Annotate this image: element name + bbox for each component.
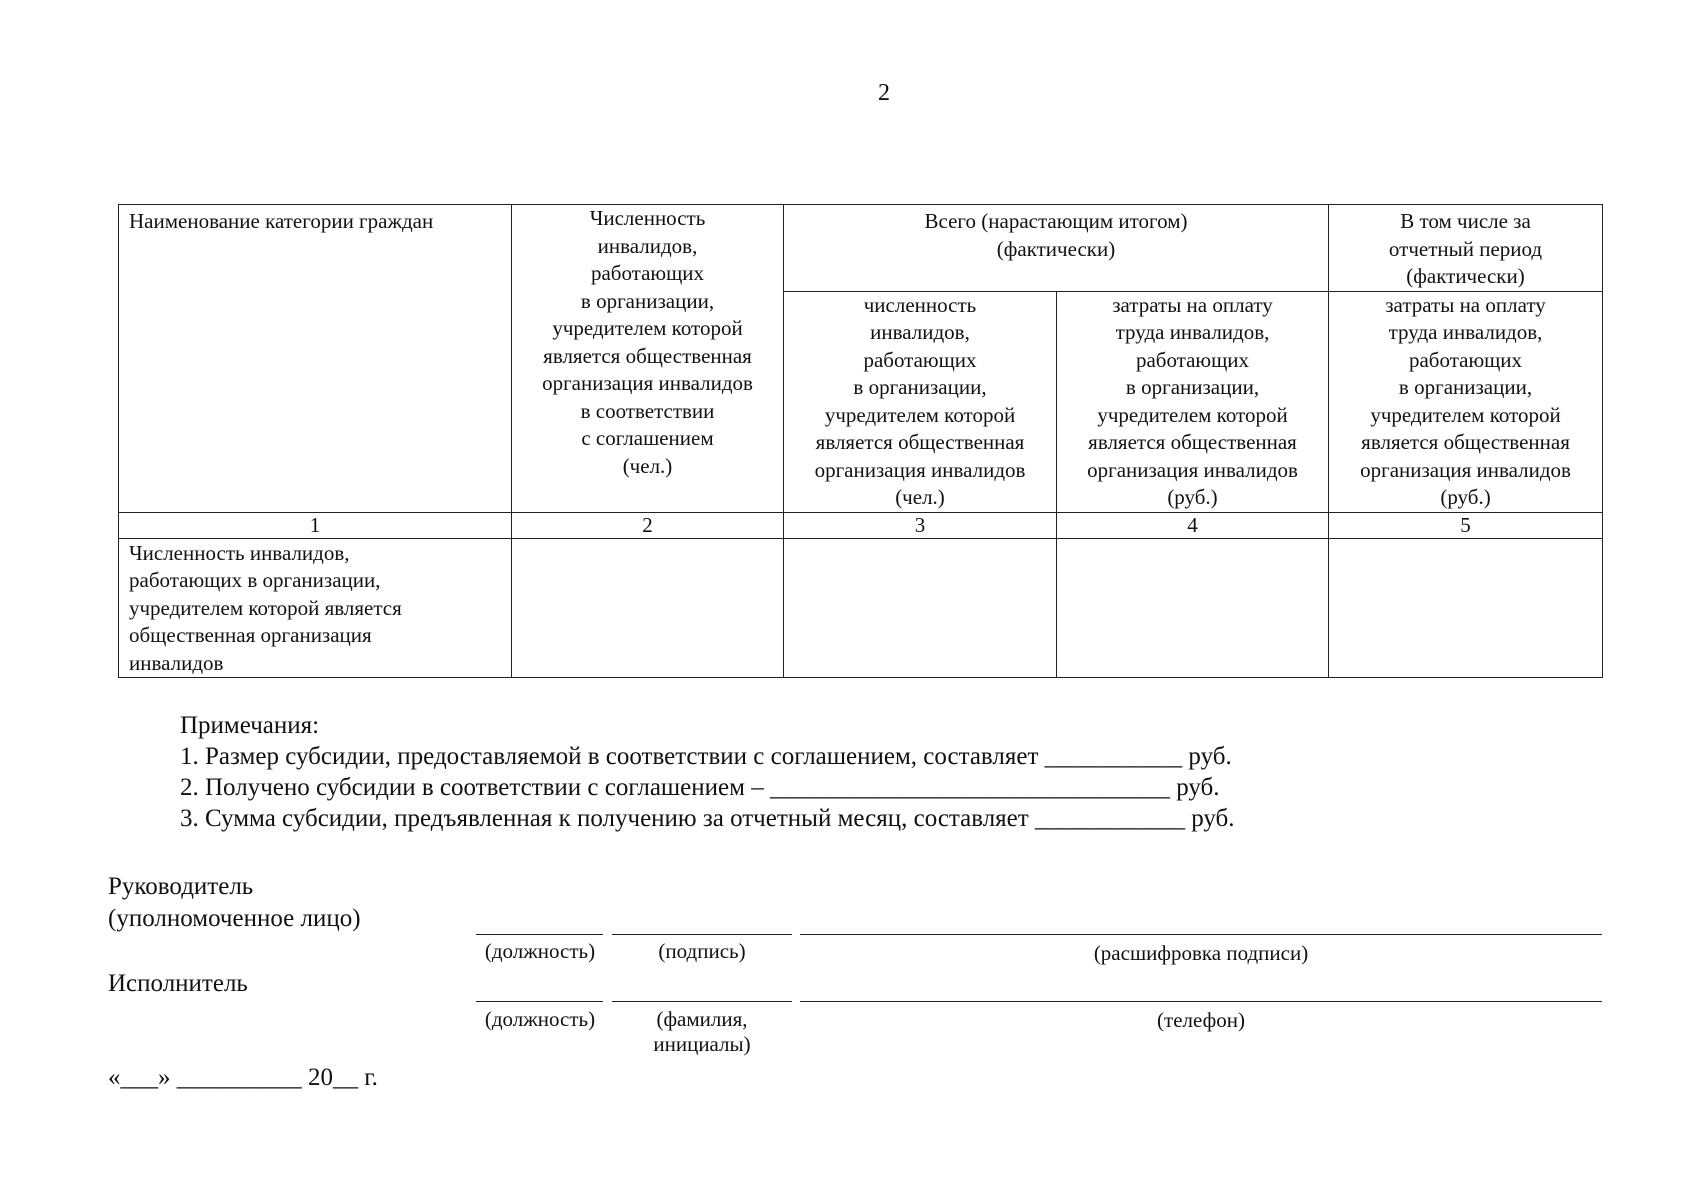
executor-phone-line[interactable] xyxy=(800,1001,1602,1002)
table-cell xyxy=(512,538,784,678)
header-disabled-count-agreement: Численность инвалидов, работающих в организации, учредителем которой является общественная организация инвалидов в соответствии с соглашением (чел.) xyxy=(512,205,784,513)
head-label: Руководитель xyxy=(108,873,254,900)
header-group-total: Всего (нарастающим итогом) (фактически) xyxy=(784,205,1329,292)
table-cell xyxy=(1057,538,1329,678)
caption-position: (должность) xyxy=(484,939,596,963)
header-category-name: Наименование категории граждан xyxy=(119,205,512,513)
caption-signature: (подпись) xyxy=(658,939,746,963)
executor-label: Исполнитель xyxy=(108,970,248,997)
header-total-costs: затраты на оплату труда инвалидов, работающих в организации, учредителем которой является общественная организация инвалидов (руб.) xyxy=(1057,291,1329,512)
caption-executor-name: (фамилия, инициалы) xyxy=(653,1007,751,1056)
header-group-period: В том числе за отчетный период (фактически) xyxy=(1329,205,1603,292)
caption-signature-decoding: (расшифровка подписи) xyxy=(1093,941,1309,965)
report-table xyxy=(118,204,1603,678)
row-label: Численность инвалидов, работающих в организации, учредителем которой является общественная организация инвалидов xyxy=(119,538,512,678)
note-item: 2. Получено субсидии в соответствии с соглашением – ________________________________ руб. xyxy=(180,774,1220,801)
notes-block xyxy=(180,710,1235,834)
header-total-count: численность инвалидов, работающих в организации, учредителем которой является общественная организация инвалидов (чел.) xyxy=(784,291,1057,512)
column-number: 4 xyxy=(1057,512,1329,538)
table-row xyxy=(119,538,1603,678)
note-item: 3. Сумма субсидии, предъявленная к получению за отчетный месяц, составляет ____________ руб. xyxy=(180,805,1235,832)
caption-executor-position: (должность) xyxy=(484,1007,596,1031)
column-number: 1 xyxy=(119,512,512,538)
table-cell xyxy=(1329,538,1603,678)
head-signature-decoding-line[interactable] xyxy=(800,934,1602,935)
column-number: 2 xyxy=(512,512,784,538)
executor-position-line[interactable] xyxy=(476,1001,603,1002)
head-sublabel: (уполномоченное лицо) xyxy=(108,905,361,932)
caption-executor-phone: (телефон) xyxy=(1157,1008,1245,1032)
head-signature-line[interactable] xyxy=(612,934,792,935)
executor-name-line[interactable] xyxy=(612,1001,792,1002)
column-number: 3 xyxy=(784,512,1057,538)
notes-heading: Примечания: xyxy=(180,712,320,739)
table-cell xyxy=(784,538,1057,678)
date-line[interactable]: «___» __________ 20__ г. xyxy=(108,1064,378,1091)
page-number: 2 xyxy=(878,80,890,106)
head-position-line[interactable] xyxy=(476,934,603,935)
note-item: 1. Размер субсидии, предоставляемой в соответствии с соглашением, составляет ___________ руб. xyxy=(180,743,1232,770)
header-period-costs: затраты на оплату труда инвалидов, работающих в организации, учредителем которой является общественная организация инвалидов (руб.) xyxy=(1329,291,1603,512)
column-number: 5 xyxy=(1329,512,1603,538)
